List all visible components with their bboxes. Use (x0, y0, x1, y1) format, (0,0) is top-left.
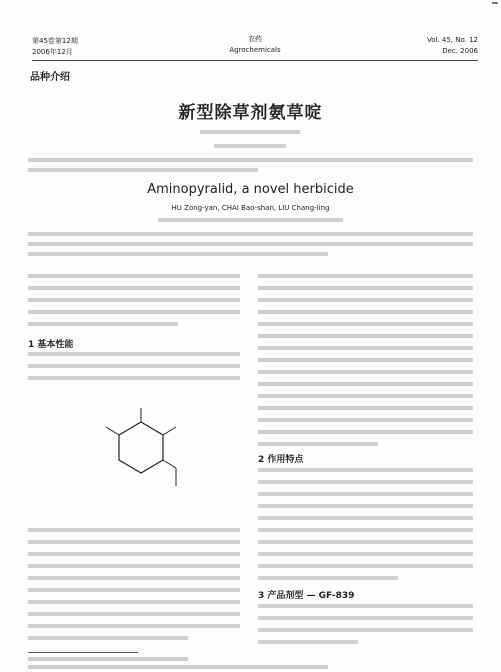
body-right-placeholder (258, 286, 473, 290)
body-right-placeholder (258, 322, 473, 326)
section-3-heading: 3 产品剂型 — GF-839 (258, 591, 355, 601)
body-right-placeholder (258, 274, 473, 278)
body-left-placeholder (28, 322, 178, 326)
archive-stamp (492, 2, 498, 4)
body-right-placeholder (258, 394, 473, 398)
body-right-placeholder (258, 418, 473, 422)
body-right-placeholder (258, 640, 358, 644)
body-right-placeholder (258, 540, 473, 544)
body-right-placeholder (258, 442, 378, 446)
body-left-placeholder (28, 310, 240, 314)
body-left-placeholder (28, 576, 240, 580)
affiliation-cn-placeholder (214, 144, 286, 148)
footnote-placeholder (28, 665, 328, 669)
body-right-placeholder (258, 604, 473, 608)
journal-cn: 农药 (248, 35, 262, 43)
body-left-placeholder (28, 274, 240, 278)
body-right-placeholder (258, 310, 473, 314)
body-right-placeholder (258, 576, 398, 580)
authors-cn-placeholder (200, 130, 300, 134)
title-cn: 新型除草剂氨草啶 (178, 103, 323, 123)
title-en: Aminopyralid, a novel herbicide (147, 182, 354, 197)
affiliation-en-placeholder (158, 218, 343, 222)
molecule-structure (100, 402, 182, 498)
issue-label: 第45卷第12期 (32, 37, 78, 45)
body-right-placeholder (258, 564, 473, 568)
body-right-placeholder (258, 492, 473, 496)
body-left-placeholder (28, 376, 240, 380)
abstract-en-placeholder (28, 252, 328, 256)
footnote-rule (28, 652, 138, 653)
body-left-placeholder (28, 298, 240, 302)
body-right-placeholder (258, 528, 473, 532)
abstract-en-placeholder (28, 232, 473, 236)
body-left-placeholder (28, 624, 240, 628)
body-left-placeholder (28, 364, 240, 368)
body-left-placeholder (28, 352, 240, 356)
body-right-placeholder (258, 382, 473, 386)
body-right-placeholder (258, 468, 473, 472)
body-right-placeholder (258, 616, 473, 620)
body-left-placeholder (28, 540, 240, 544)
body-left-placeholder (28, 286, 240, 290)
body-left-placeholder (28, 588, 240, 592)
abstract-cn-placeholder (28, 168, 258, 172)
section-tag: 品种介绍 (30, 72, 70, 83)
byline-en: HU Zong-yan, CHAI Bao-shan, LIU Chang-ling (171, 204, 330, 212)
body-left-placeholder (28, 528, 240, 532)
footnote-placeholder (28, 657, 188, 661)
body-left-placeholder (28, 636, 188, 640)
date-cn: 2006年12月 (32, 48, 73, 56)
body-right-placeholder (258, 480, 473, 484)
running-header (32, 34, 478, 62)
body-left-placeholder (28, 552, 240, 556)
body-right-placeholder (258, 516, 473, 520)
body-left-placeholder (28, 600, 240, 604)
body-right-placeholder (258, 358, 473, 362)
header-rule (32, 60, 478, 61)
body-right-placeholder (258, 370, 473, 374)
journal-en: Agrochemicals (229, 46, 281, 54)
section-1-heading: 1 基本性能 (28, 340, 74, 350)
section-2-heading: 2 作用特点 (258, 455, 304, 465)
body-right-placeholder (258, 504, 473, 508)
body-left-placeholder (28, 612, 240, 616)
body-right-placeholder (258, 628, 473, 632)
body-right-placeholder (258, 346, 473, 350)
body-left-placeholder (28, 564, 240, 568)
body-right-placeholder (258, 334, 473, 338)
volume-label: Vol. 45, No. 12 (426, 36, 478, 44)
abstract-en-placeholder (28, 242, 473, 246)
body-right-placeholder (258, 430, 473, 434)
body-right-placeholder (258, 552, 473, 556)
abstract-cn-placeholder (28, 158, 473, 162)
body-right-placeholder (258, 298, 473, 302)
date-en: Dec. 2006 (442, 47, 478, 55)
body-right-placeholder (258, 406, 473, 410)
